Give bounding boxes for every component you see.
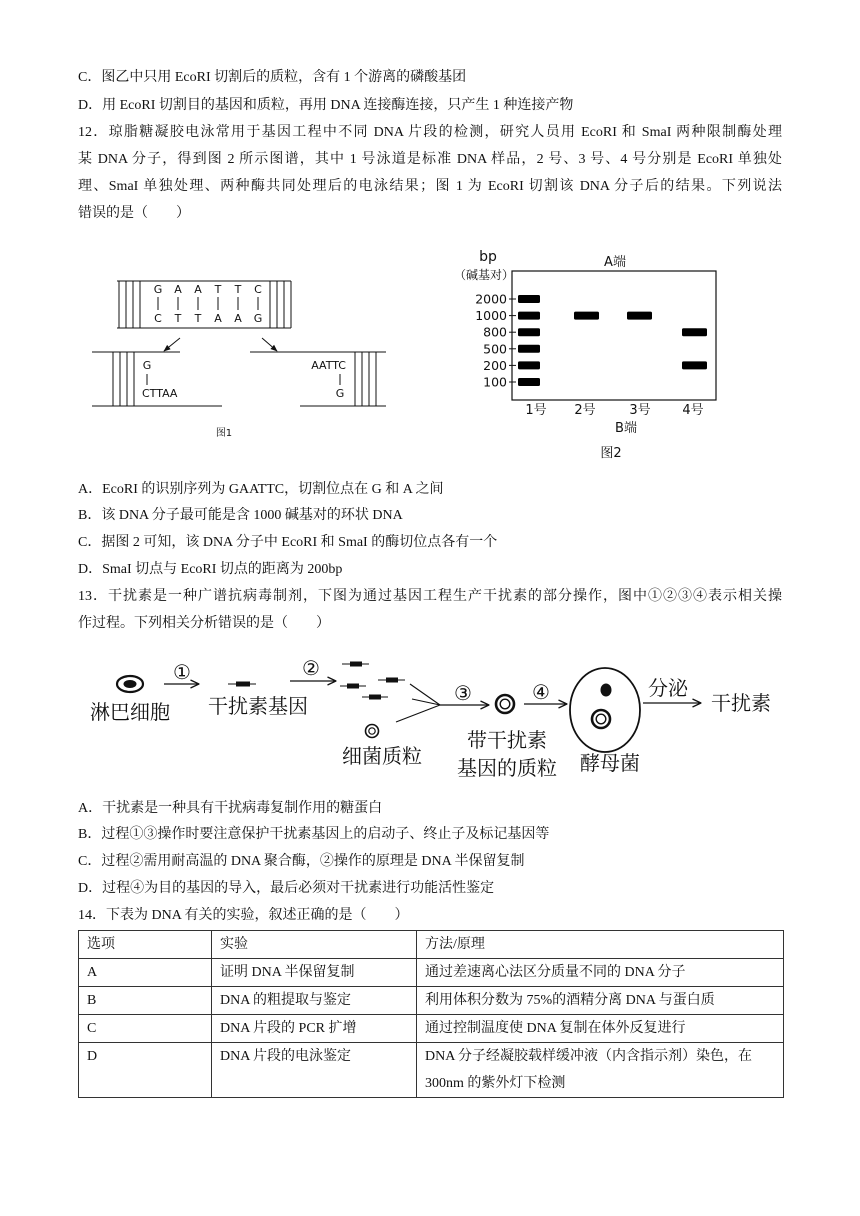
bacterial-plasmid-icon — [366, 725, 379, 738]
figure-3-interferon-flow — [80, 645, 785, 785]
table-row — [79, 1043, 784, 1098]
lane-label: 1号 — [525, 403, 547, 418]
table-row — [79, 959, 784, 987]
gel-unit-note: （碱基对） — [453, 268, 515, 282]
table-row — [79, 987, 784, 1015]
ladder-labels — [475, 292, 507, 390]
yeast-label: 酵母菌 — [580, 751, 640, 775]
q13-option-a: A．干扰素是一种具有干扰病毒复制作用的糖蛋白 — [78, 800, 383, 816]
table-cell: DNA 分子经凝胶载样缓冲液（内含指示剂）染色，在 300nm 的紫外灯下检测 — [417, 1043, 784, 1098]
q14-table — [78, 930, 783, 1098]
intact-dna-ladder — [117, 281, 291, 328]
experiment-table — [78, 930, 784, 1098]
gel-band — [518, 378, 540, 386]
step-2-label: ② — [302, 656, 320, 680]
step-1-label: ① — [173, 660, 191, 684]
table-cell: 证明 DNA 半保留复制 — [212, 959, 417, 987]
q12-stem-line-3: 理、SmaI 单独处理、两种酶共同处理后的电泳结果；图 1 为 EcoRI 切割该 DNA 分子后的结果。下列说法 — [78, 179, 782, 195]
secrete-label: 分泌 — [648, 676, 688, 700]
text-block-bottom — [78, 796, 782, 930]
right-fragment-top: AATTC — [311, 359, 346, 372]
lymphocyte-icon — [117, 676, 143, 692]
table-row — [79, 1015, 784, 1043]
recombinant-plasmid-icon — [496, 695, 514, 713]
table-header-cell: 实验 — [212, 931, 417, 959]
bacterial-plasmid-label: 细菌质粒 — [342, 744, 422, 768]
lymphocyte-label: 淋巴细胞 — [90, 700, 170, 724]
right-fragment-bottom: G — [335, 387, 345, 400]
ladder-label: 800 — [483, 324, 507, 340]
converging-lines — [396, 684, 440, 722]
arrow-right-icon — [262, 338, 277, 351]
table-cell: A — [79, 959, 212, 987]
gel-bands — [518, 295, 707, 386]
gel-band — [682, 361, 707, 369]
bottom-strand-sequence: CTTAAG — [154, 312, 263, 325]
ladder-label: 1000 — [475, 308, 507, 324]
recombinant-plasmid-label-1: 带干扰素 — [467, 728, 547, 752]
q11-option-d: D．用 EcoRI 切割目的基因和质粒，再用 DNA 连接酶连接，只产生 1 种连接产物 — [78, 97, 574, 113]
recombinant-plasmid-label-2: 基因的质粒 — [457, 756, 557, 780]
q13-stem-line-2: 作过程。下列相关分析错误的是（ ） — [78, 615, 330, 631]
table-header-row — [79, 931, 784, 959]
lane-label: 4号 — [682, 403, 704, 418]
table-cell: D — [79, 1043, 212, 1098]
left-fragment-bottom: CTTAA — [142, 387, 178, 400]
ladder-label: 200 — [483, 357, 507, 373]
gel-band — [682, 328, 707, 336]
gel-band — [574, 312, 599, 320]
q13-option-c: C．过程②需用耐高温的 DNA 聚合酶，②操作的原理是 DNA 半保留复制 — [78, 854, 525, 870]
gel-band — [518, 295, 540, 303]
q13-stem-line-1: 13．干扰素是一种广谱抗病毒制剂，下图为通过基因工程生产干扰素的部分操作，图中①②③④表示相关操 — [78, 588, 782, 604]
gel-unit: bp — [479, 249, 497, 265]
step-4-label: ④ — [532, 680, 550, 704]
top-strand-sequence: GAATTC — [153, 283, 262, 296]
table-cell: 通过差速离心法区分质量不同的 DNA 分子 — [417, 959, 784, 987]
gel-band — [518, 345, 540, 353]
q13-option-b: B．过程①③操作时要注意保护干扰素基因上的启动子、终止子及标记基因等 — [78, 827, 550, 843]
gel-band — [627, 312, 652, 320]
interferon-label: 干扰素 — [711, 691, 771, 715]
gel-band — [518, 328, 540, 336]
amplified-gene-fragments-icon — [340, 662, 405, 700]
interferon-gene-label: 干扰素基因 — [208, 694, 308, 718]
q12-stem-line-2: 某 DNA 分子，得到图 2 所示图谱，其中 1 号泳道是标准 DNA 样品，2 号、3 号、4 号分别是 EcoRI 单独处 — [78, 151, 782, 167]
arrow-left-icon — [164, 338, 180, 351]
left-fragment-top: G — [142, 359, 152, 372]
gel-top-end: A端 — [604, 255, 626, 270]
gene-fragment-icon — [228, 682, 256, 687]
figure-1-ecori-cut — [85, 270, 395, 445]
q12-option-d: D．SmaI 切点与 EcoRI 切点的距离为 200bp — [78, 561, 343, 577]
figure-1-caption: 图1 — [215, 428, 233, 439]
yeast-cell-icon — [570, 668, 640, 752]
ladder-label: 500 — [483, 341, 507, 357]
table-cell: DNA 片段的 PCR 扩增 — [212, 1015, 417, 1043]
lane-label: 3号 — [629, 403, 651, 418]
q12-stem-line-1: 12．琼脂糖凝胶电泳常用于基因工程中不同 DNA 片段的检测，研究人员用 EcoRI 和 SmaI 两种限制酶处理 — [78, 124, 782, 140]
table-header-cell: 选项 — [79, 931, 212, 959]
q12-option-c: C．据图 2 可知，该 DNA 分子中 EcoRI 和 SmaI 的酶切位点各有一个 — [78, 535, 498, 551]
table-cell: DNA 片段的电泳鉴定 — [212, 1043, 417, 1098]
q12-option-b: B．该 DNA 分子最可能是含 1000 碱基对的环状 DNA — [78, 508, 403, 524]
table-cell: C — [79, 1015, 212, 1043]
gel-bottom-end: B端 — [615, 421, 637, 436]
gel-band — [518, 361, 540, 369]
ladder-label: 2000 — [475, 291, 507, 307]
gel-band — [518, 312, 540, 320]
q12-stem-line-4: 错误的是（ ） — [78, 206, 190, 222]
text-block-top — [78, 64, 782, 227]
table-header-cell: 方法/原理 — [417, 931, 784, 959]
q12-option-a: A．EcoRI 的识别序列为 GAATTC，切割位点在 G 和 A 之间 — [78, 481, 444, 497]
q14-stem: 14．下表为 DNA 有关的实验，叙述正确的是（ ） — [78, 907, 409, 923]
table-cell: B — [79, 987, 212, 1015]
ladder-label: 100 — [483, 374, 507, 390]
lane-label: 2号 — [574, 403, 596, 418]
table-cell: 利用体积分数为 75%的酒精分离 DNA 与蛋白质 — [417, 987, 784, 1015]
figure-2-gel — [440, 240, 750, 465]
figure-2-caption: 图2 — [600, 446, 622, 461]
table-cell: 通过控制温度使 DNA 复制在体外反复进行 — [417, 1015, 784, 1043]
table-cell: DNA 的粗提取与鉴定 — [212, 987, 417, 1015]
text-block-middle — [78, 477, 782, 638]
q11-option-c: C．图乙中只用 EcoRI 切割后的质粒，含有 1 个游离的磷酸基团 — [78, 70, 467, 86]
q13-option-d: D．过程④为目的基因的导入，最后必须对干扰素进行功能活性鉴定 — [78, 880, 495, 896]
step-3-label: ③ — [454, 681, 472, 705]
